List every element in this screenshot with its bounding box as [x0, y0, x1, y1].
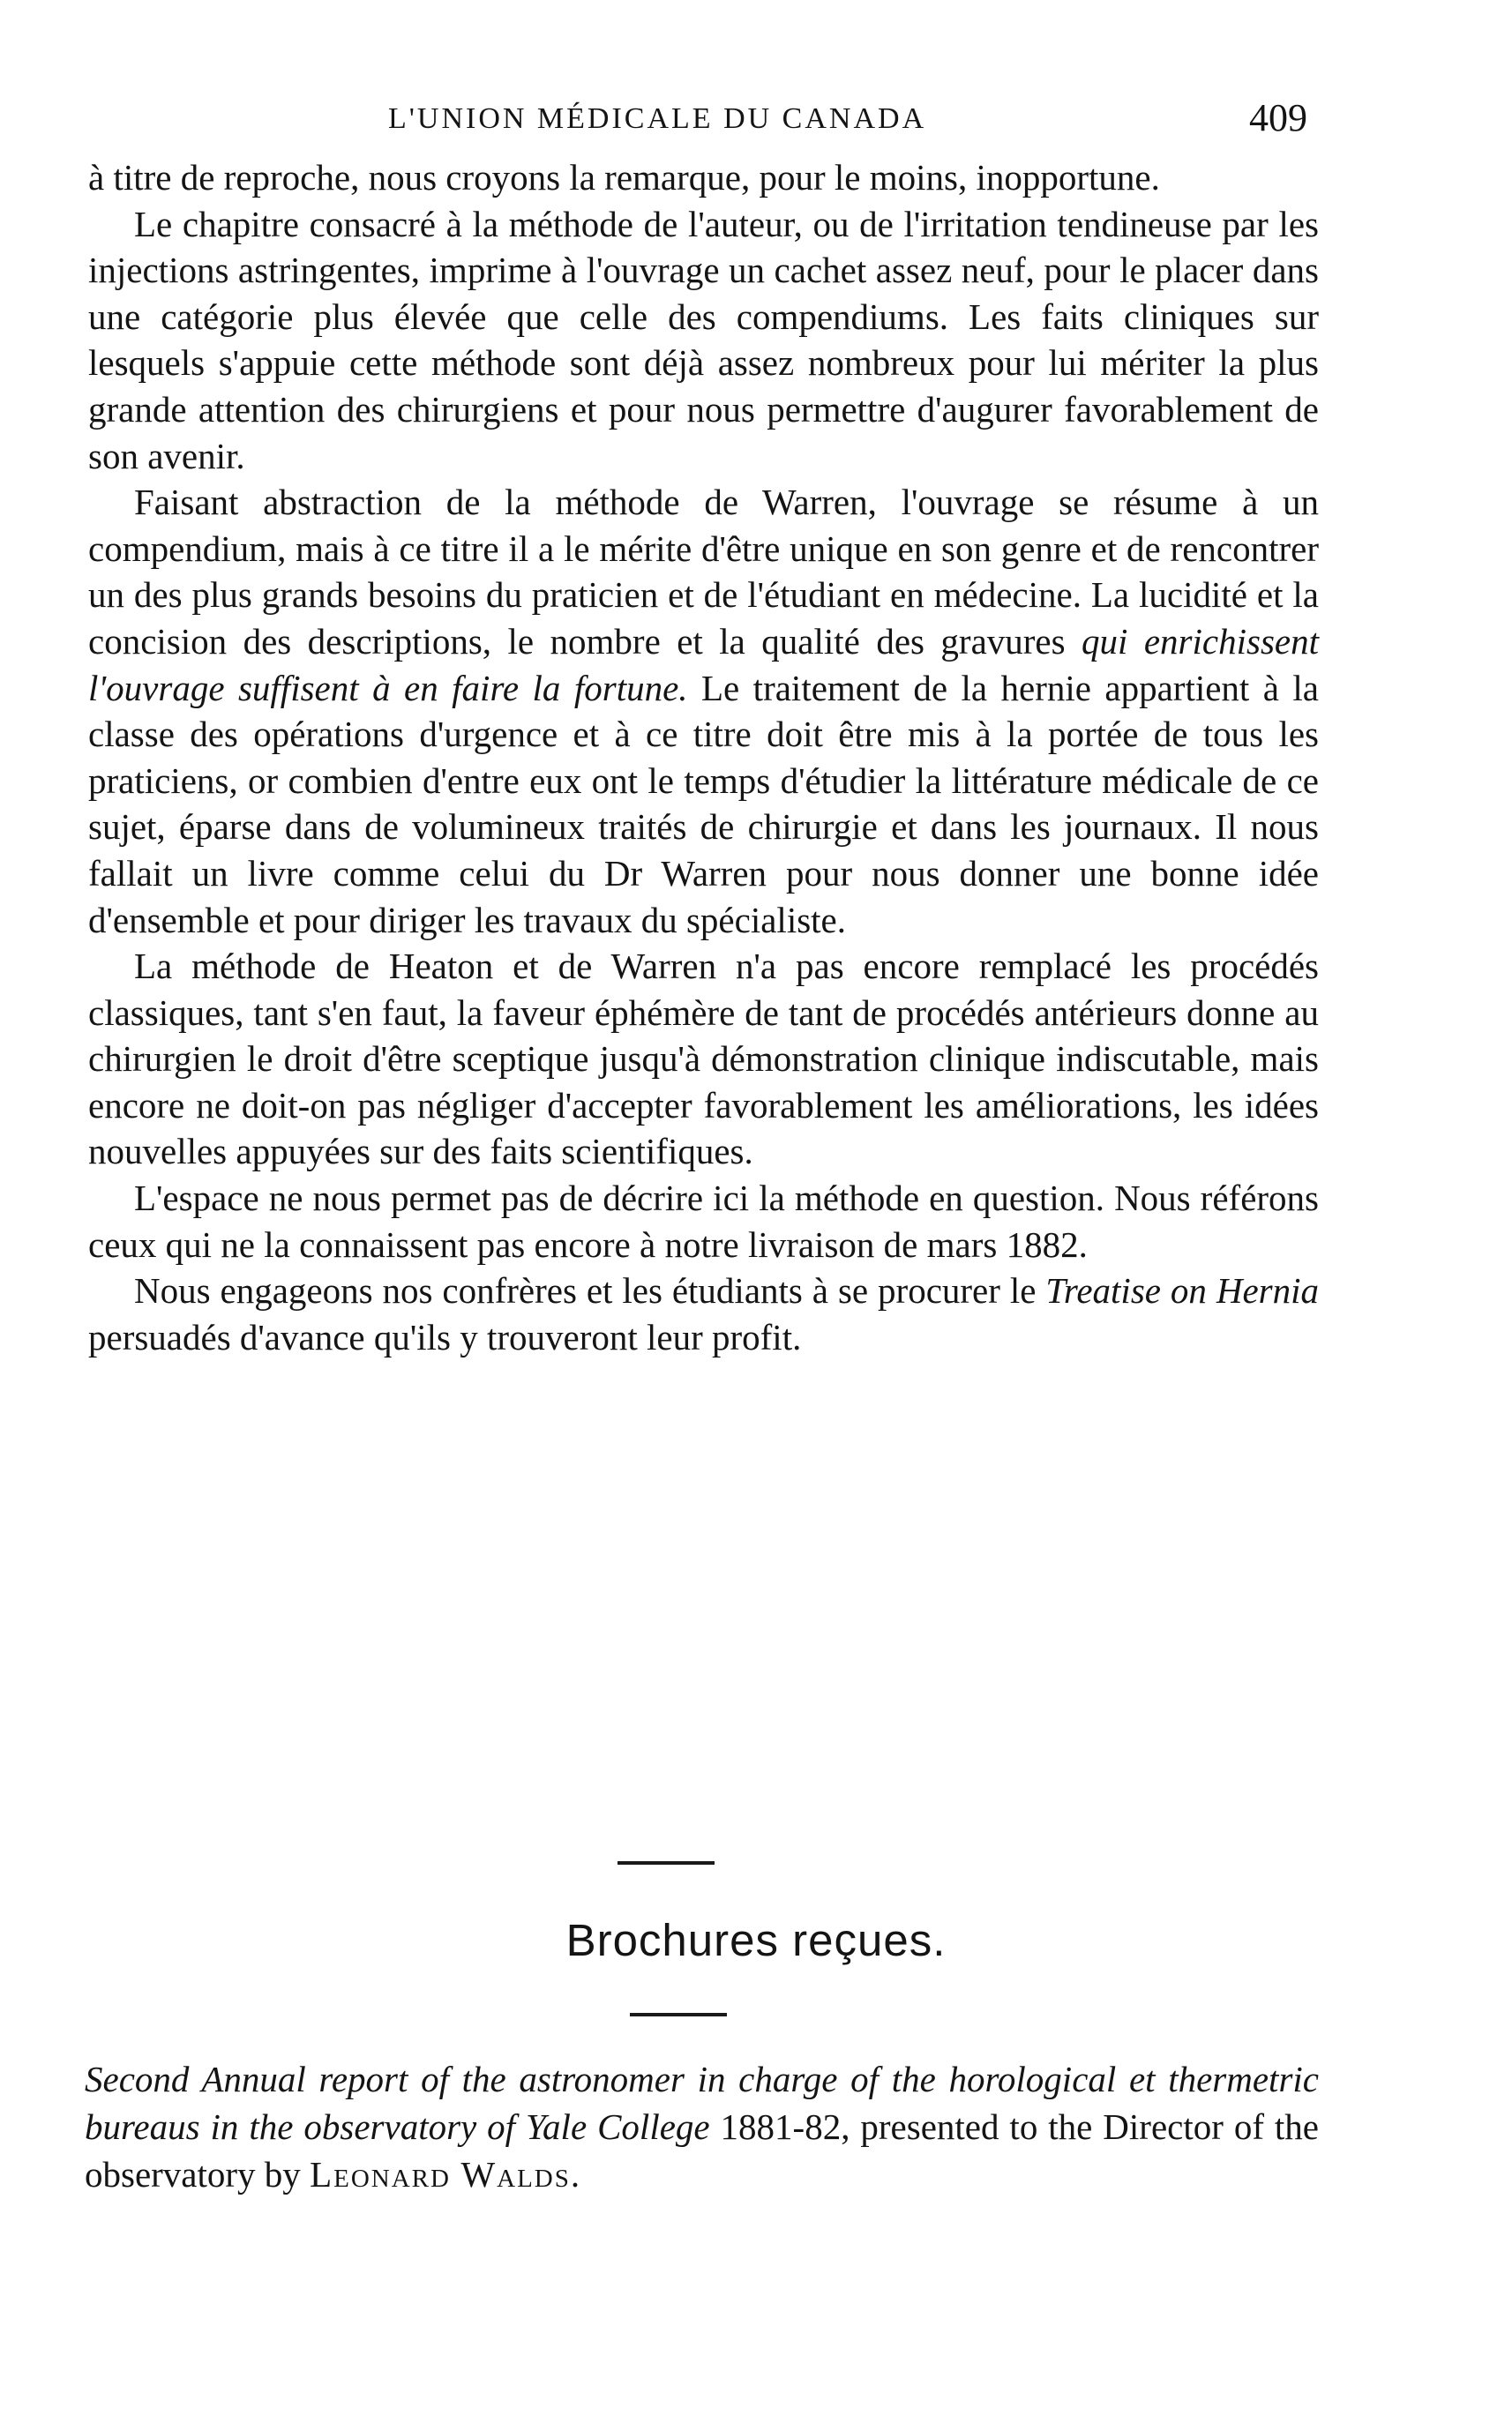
paragraph-5 — [88, 1175, 1319, 1268]
paragraph-1-text: à titre de reproche, nous croyons la remarque, pour le moins, inopportune. — [88, 157, 1160, 198]
paragraph-4-text: La méthode de Heaton et de Warren n'a pas encore remplacé les procédés classiques, tant s'en faut, la faveur éphémère de tant de procédés antérieurs donne au chirurgien le droit d'être sceptique jusqu'à démonstration clinique indiscutable, mais encore ne doit-on pas négliger d'accepter favorablement les améliorations, les idées nouvelles appuyées sur des faits scientifiques. — [88, 946, 1319, 1172]
paragraph-3-italic: qui enrichissent l'ouvrage suffisent à en faire la fortune. — [88, 620, 1319, 708]
section-divider-top — [618, 1861, 715, 1865]
paragraph-3-text-a: Faisant abstraction de la méthode de Warren, l'ouvrage se résume à un compendium, mais à ce titre il a le mérite d'être unique en son genre et de rencontrer un des plus grands besoins du praticien et de l'étudiant en médecine. La lucidité et la concision des descriptions, le nombre et la qualité des gravures — [88, 482, 1319, 662]
brochure-entry-paragraph — [85, 2055, 1319, 2198]
brochure-title: Second Annual report of the astronomer in charge of the horological et thermetric bureaus in the observatory of Yale College — [85, 2059, 1319, 2147]
paragraph-3-text-b: Le traitement de la hernie appartient à la classe des opérations d'urgence et à ce titre doit être mis à la portée de tous les praticiens, or combien d'entre eux ont le temps d'étudier la littérature médicale de ce sujet, éparse dans de volumineux traités de chirurgie et dans les journaux. Il nous fallait un livre comme celui du Dr Warren pour nous donner une bonne idée d'ensemble et pour diriger les travaux du spécialiste. — [88, 667, 1319, 940]
paragraph-6 — [88, 1268, 1319, 1360]
body-text — [88, 154, 1319, 1360]
paragraph-1 — [88, 154, 1319, 201]
running-title: L'UNION MÉDICALE DU CANADA — [388, 102, 927, 135]
brochure-author: Leonard Walds. — [310, 2154, 582, 2195]
brochure-entry — [85, 2055, 1319, 2198]
section-heading: Brochures reçues. — [565, 1915, 947, 1965]
page-number: 409 — [1249, 96, 1307, 139]
paragraph-2-text: Le chapitre consacré à la méthode de l'auteur, ou de l'irritation tendineuse par les injections astringentes, imprime à l'ouvrage un cachet assez neuf, pour le placer dans une catégorie plus élevée que celle des compendiums. Les faits cliniques sur lesquels s'appuie cette méthode sont déjà assez nombreux pour lui mériter la plus grande attention des chirurgiens et pour nous permettre d'augurer favorablement de son avenir. — [88, 203, 1319, 476]
paragraph-5-text: L'espace ne nous permet pas de décrire ici la méthode en question. Nous référons ceux qui ne la connaissent pas encore à notre livraison de mars 1882. — [88, 1178, 1319, 1265]
paragraph-4 — [88, 943, 1319, 1175]
section-divider-bottom — [630, 2013, 727, 2016]
running-head — [0, 95, 1512, 148]
paragraph-2 — [88, 201, 1319, 480]
brochure-details: 1881-82, presented to the Director of the observatory by — [85, 2106, 1320, 2195]
book-title-italic: Treatise on Hernia — [1045, 1270, 1319, 1312]
paragraph-6-text-b: persuadés d'avance qu'ils y trouveront leur profit. — [88, 1316, 802, 1358]
paragraph-6-text-a: Nous engageons nos confrères et les étudiants à se procurer le — [134, 1270, 1046, 1312]
paragraph-3 — [88, 479, 1319, 943]
